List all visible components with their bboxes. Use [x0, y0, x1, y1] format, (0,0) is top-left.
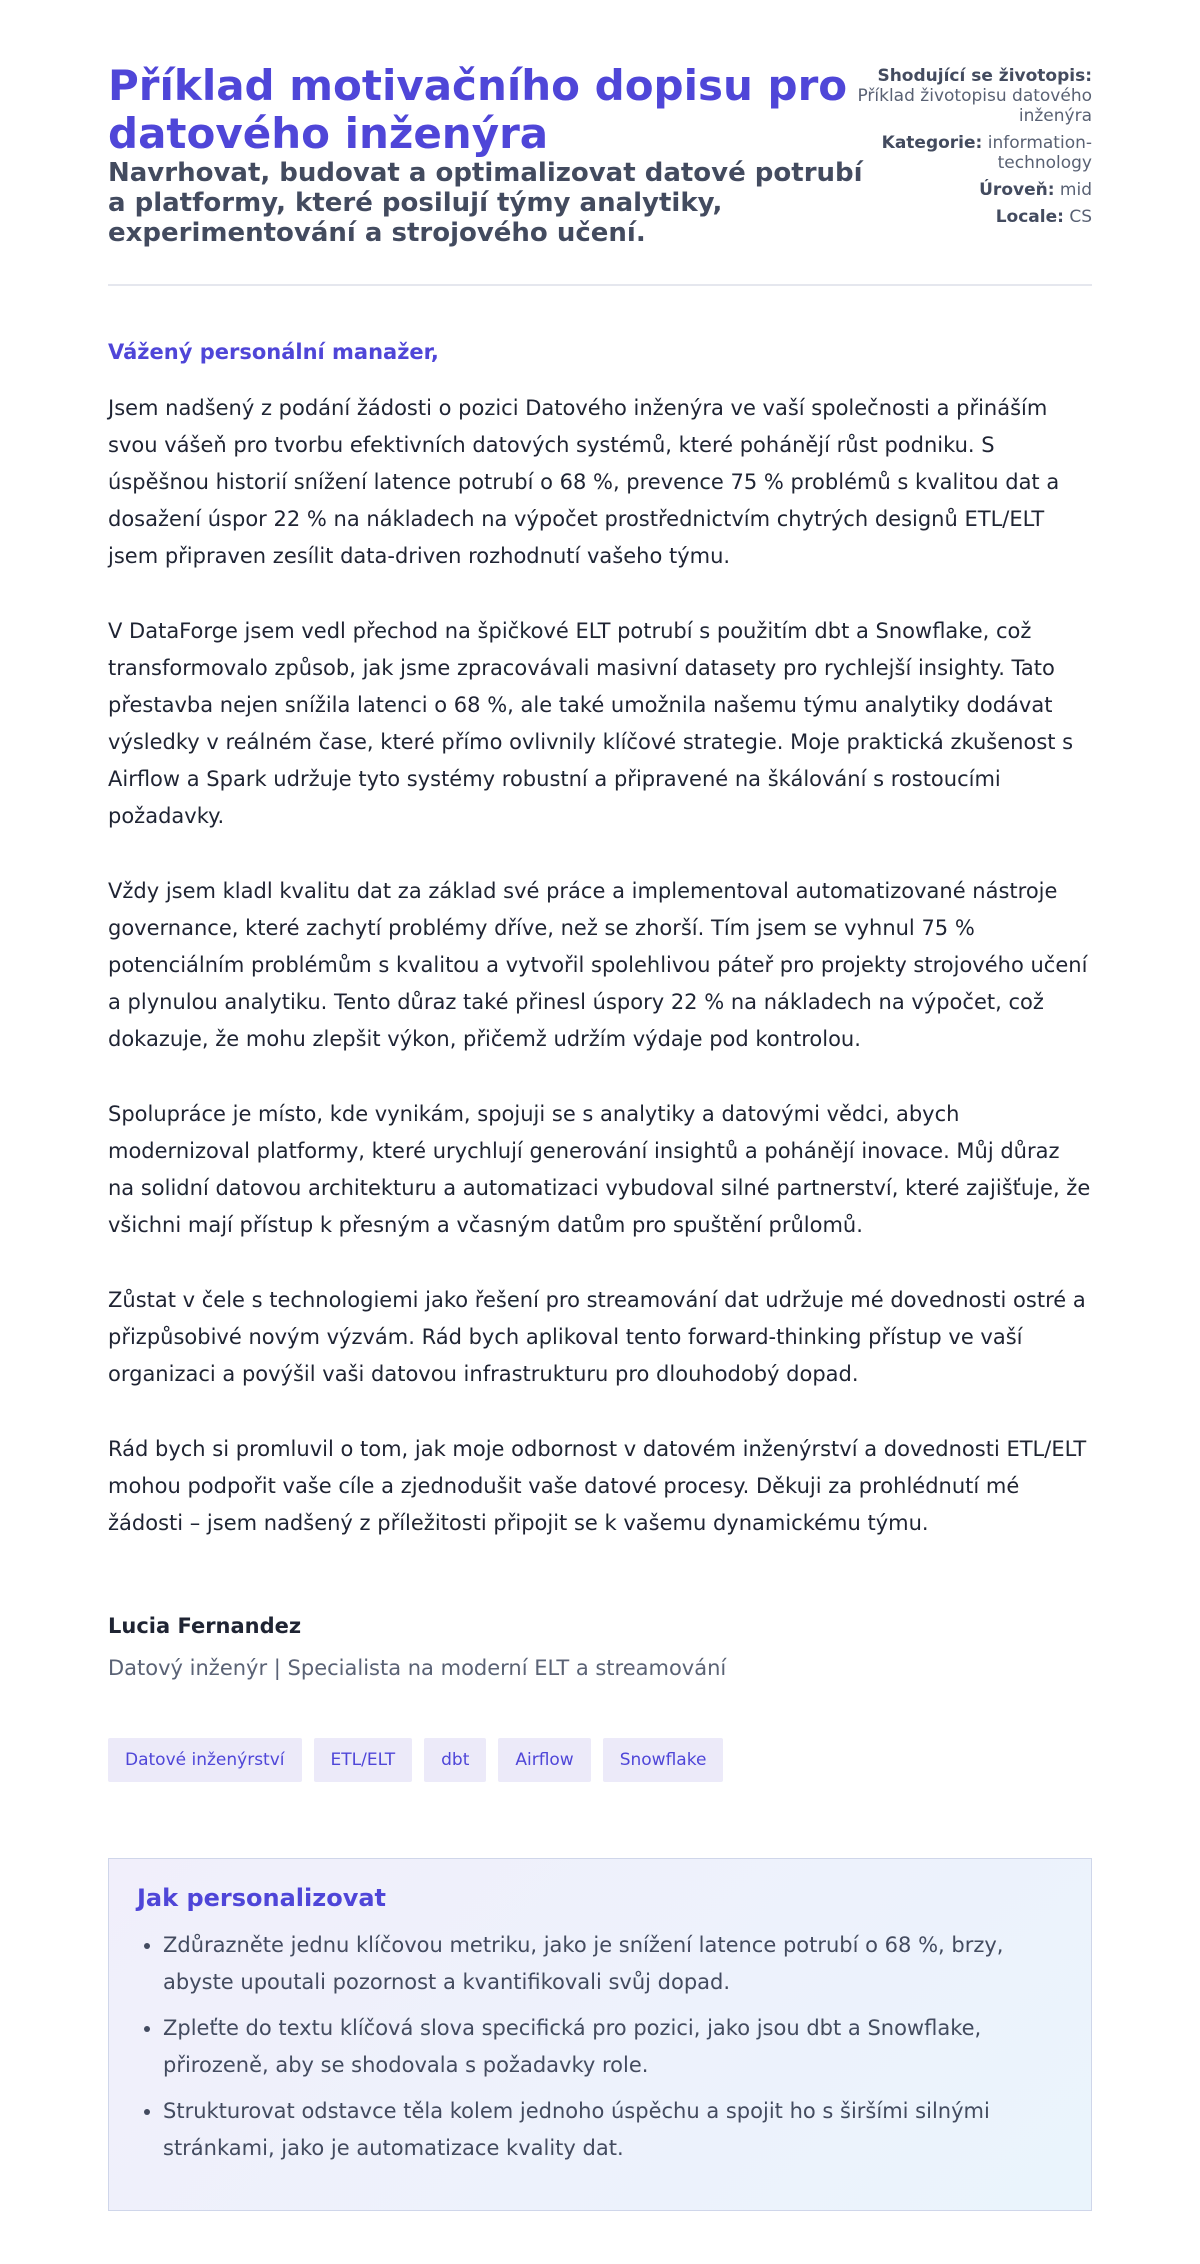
tag-chip: dbt	[424, 1738, 486, 1782]
page-subtitle: Navrhovat, budovat a optimalizovat datové potrubí a platformy, které posilují týmy analytiky, experimentování a strojového učení.	[108, 158, 863, 248]
meta-locale	[852, 207, 1092, 227]
letter-paragraph: Spolupráce je místo, kde vynikám, spojuji se s analytiky a datovými vědci, abych modernizoval platformy, které urychlují generování insightů a pohánějí inovace. Můj důraz na solidní datovou architekturu a automatizaci vybudoval silné partnerství, které zajišťuje, že všichni mají přístup k přesným a včasným datům pro spuštění průlomů.	[108, 1102, 1091, 1237]
meta-resume	[852, 66, 1092, 126]
meta-locale-value: CS	[1069, 207, 1092, 227]
meta-category	[852, 133, 1092, 173]
meta-resume-label: Shodující se životopis:	[877, 66, 1092, 86]
tag-chip: Snowflake	[603, 1738, 724, 1782]
meta-level-label: Úroveň:	[979, 180, 1055, 200]
tag-chip: ETL/ELT	[314, 1738, 413, 1782]
tip-item: • Zpleťte do textu klíčová slova specifická pro pozici, jako jsou dbt a Snowflake, přirozeně, aby se shodovala s požadavky role.	[163, 2010, 1063, 2084]
signature-title: Datový inženýr | Specialista na moderní ELT a streamování	[108, 1656, 727, 1680]
page-header	[108, 0, 1092, 286]
signature	[108, 1612, 1092, 1682]
letter-paragraph: Jsem nadšený z podání žádosti o pozici Datového inženýra ve vaší společnosti a přináším svou vášeň pro tvorbu efektivních datových systémů, které pohánějí růst podniku. S úspěšnou historií snížení latence potrubí o 68 %, prevence 75 % problémů s kvalitou dat a dosažení úspor 22 % na nákladech na výpočet prostřednictvím chytrých designů ETL/ELT jsem připraven zesílit data-driven rozhodnutí vašeho týmu.	[108, 396, 1060, 568]
meta-category-value: information-technology	[987, 133, 1092, 173]
tag-chip: Airflow	[498, 1738, 590, 1782]
signature-name: Lucia Fernandez	[108, 1614, 302, 1638]
tips-list	[137, 1927, 1063, 2167]
tag-chip: Datové inženýrství	[108, 1738, 302, 1782]
meta-level-value: mid	[1059, 180, 1092, 200]
meta-panel	[852, 66, 1092, 234]
letter-body	[108, 338, 1092, 1542]
personalization-tips-box	[108, 1858, 1092, 2211]
letter-paragraph: Rád bych si promluvil o tom, jak moje odbornost v datovém inženýrství a dovednosti ETL/ELT mohou podpořit vaše cíle a zjednodušit vaše datové procesy. Děkuji za prohlédnutí mé žádosti – jsem nadšený z příležitosti připojit se k vašemu dynamickému týmu.	[108, 1437, 1087, 1535]
meta-locale-label: Locale:	[995, 207, 1064, 227]
letter-paragraph: Vždy jsem kladl kvalitu dat za základ své práce a implementoval automatizované nástroje governance, které zachytí problémy dříve, než se zhorší. Tím jsem se vyhnul 75 % potenciálním problémům s kvalitou a vytvořil spolehlivou páteř pro projekty strojového učení a plynulou analytiku. Tento důraz také přinesl úspory 22 % na nákladech na výpočet, což dokazuje, že mohu zlepšit výkon, přičemž udržím výdaje pod kontrolou.	[108, 879, 1088, 1051]
page-title: Příklad motivačního dopisu pro datového inženýra	[108, 61, 848, 158]
meta-resume-value: Příklad životopisu datového inženýra	[857, 86, 1092, 126]
tip-item: • Zdůrazněte jednu klíčovou metriku, jako je snížení latence potrubí o 68 %, brzy, abyste upoutali pozornost a kvantifikovali svůj dopad.	[163, 1927, 1063, 2001]
tag-list	[108, 1738, 1092, 1782]
letter-paragraph: Zůstat v čele s technologiemi jako řešení pro streamování dat udržuje mé dovednosti ostré a přizpůsobivé novým výzvám. Rád bych aplikoval tento forward-thinking přístup ve vaší organizaci a povýšil vaši datovou infrastrukturu pro dlouhodobý dopad.	[108, 1288, 1086, 1386]
meta-level	[852, 180, 1092, 200]
letter-paragraph: V DataForge jsem vedl přechod na špičkové ELT potrubí s použitím dbt a Snowflake, což transformovalo způsob, jak jsme zpracovávali masivní datasety pro rychlejší insighty. Tato přestavba nejen snížila latenci o 68 %, ale také umožnila našemu týmu analytiky dodávat výsledky v reálném čase, které přímo ovlivnily klíčové strategie. Moje praktická zkušenost s Airflow a Spark udržuje tyto systémy robustní a připravené na škálování s rostoucími požadavky.	[108, 619, 1074, 828]
meta-category-label: Kategorie:	[881, 133, 983, 153]
tips-title: Jak personalizovat	[137, 1884, 387, 1912]
salutation: Vážený personální manažer,	[108, 340, 439, 364]
tip-item: • Strukturovat odstavce těla kolem jednoho úspěchu a spojit ho s širšími silnými stránkami, jako je automatizace kvality dat.	[163, 2093, 1063, 2167]
